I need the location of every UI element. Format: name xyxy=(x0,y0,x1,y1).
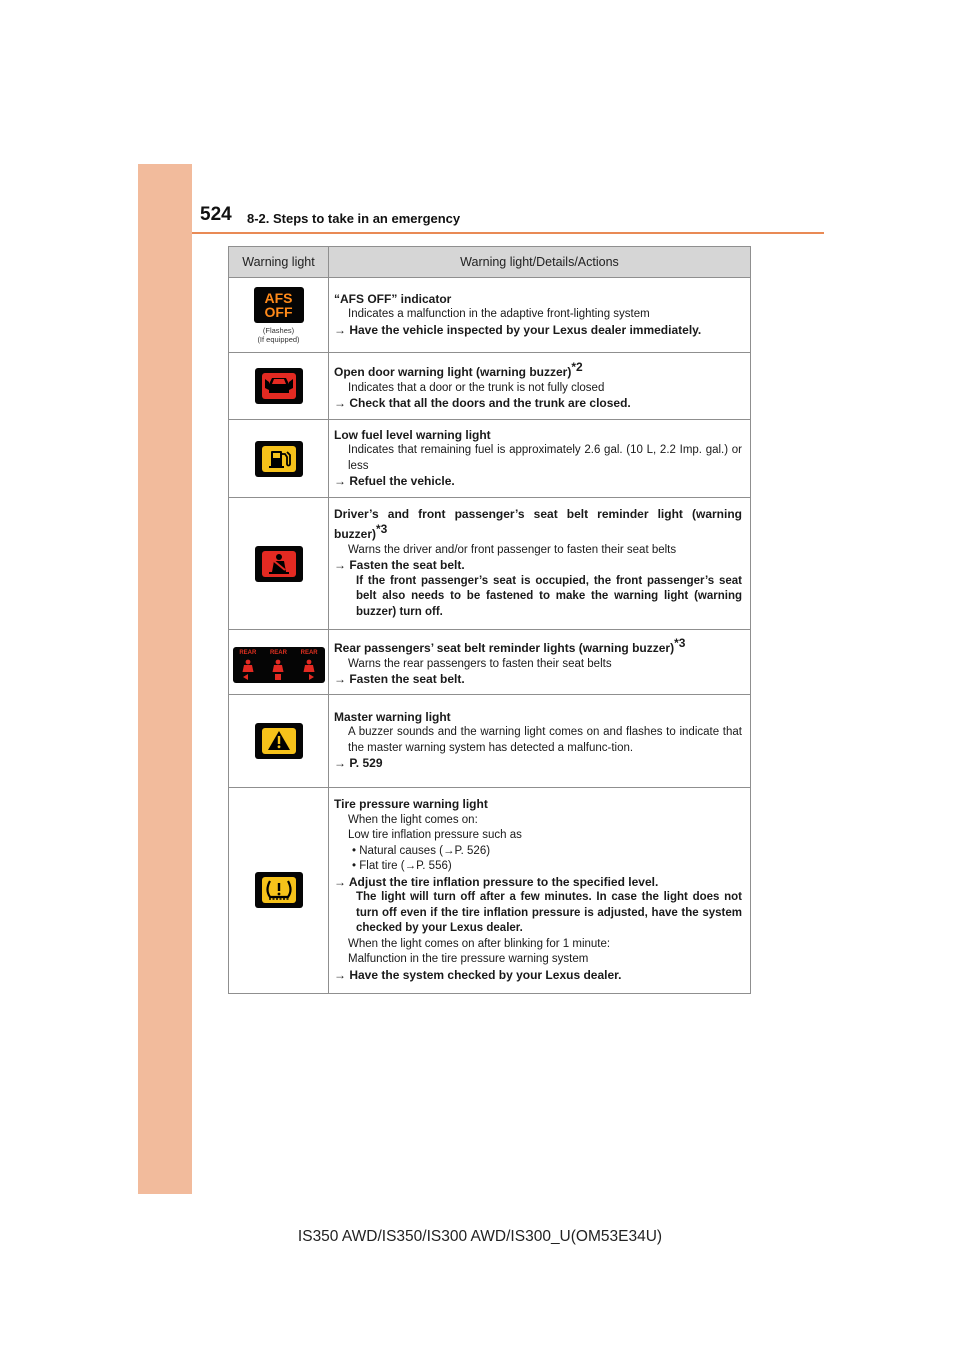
row-action: Fasten the seat belt. xyxy=(349,672,465,686)
table-row xyxy=(229,630,751,695)
row-detail: A buzzer sounds and the warning light comes on and flashes to indicate that the master warning system has detected a malfunc-tion. xyxy=(348,726,742,754)
row-action: Have the system checked by your Lexus dealer. xyxy=(349,967,622,982)
arrow-icon: → xyxy=(334,558,350,573)
row-detail: Indicates a malfunction in the adaptive front-lighting system xyxy=(348,308,650,321)
row-line: Malfunction in the tire pressure warning system xyxy=(348,953,589,965)
row-action: Have the vehicle inspected by your Lexus dealer immediately. xyxy=(349,322,702,337)
arrow-icon: → xyxy=(334,672,350,686)
if-equipped-note: (If equipped) xyxy=(257,334,300,344)
arrow-icon: → xyxy=(334,967,350,982)
row-detail: Warns the driver and/or front passenger to fasten their seat belts xyxy=(348,543,677,556)
side-tab xyxy=(138,164,192,1194)
row-detail: Indicates that a door or the trunk is not fully closed xyxy=(348,381,605,394)
column-header-details: Warning light/Details/Actions xyxy=(329,247,751,278)
row-line: When the light comes on after blinking for 1 minute: xyxy=(348,937,611,950)
bullet-text: Flat tire (→P. 556) xyxy=(359,860,452,872)
row-title: Tire pressure warning light xyxy=(334,797,488,811)
master-warning-icon xyxy=(255,723,303,759)
flashes-note: (Flashes) xyxy=(262,325,295,335)
off-icon-text: OFF xyxy=(264,303,293,320)
row-title: Rear passengers’ seat belt reminder lights (warning buzzer) xyxy=(334,641,675,655)
section-title: 8-2. Steps to take in an emergency xyxy=(247,211,461,226)
rear-label: REAR xyxy=(239,649,257,656)
fuel-pump-icon xyxy=(255,441,303,477)
table-row xyxy=(229,787,751,993)
row-detail: Indicates that remaining fuel is approximately 2.6 gal. (10 L, 2.2 Imp. gal.) or less xyxy=(348,444,742,472)
row-title: “AFS OFF” indicator xyxy=(334,291,452,306)
tire-pressure-icon xyxy=(255,872,303,908)
list-item: • Natural causes (→P. 526) xyxy=(352,844,491,857)
table-row xyxy=(229,353,751,420)
table-row xyxy=(229,694,751,787)
row-action: Fasten the seat belt. xyxy=(349,558,465,573)
arrow-icon: → xyxy=(334,756,350,770)
table-header-row xyxy=(229,247,751,278)
row-line: When the light comes on: xyxy=(348,813,478,826)
list-item: • Flat tire (→P. 556) xyxy=(352,860,452,872)
open-door-icon xyxy=(255,368,303,404)
table-row xyxy=(229,498,751,630)
page-number: 524 xyxy=(200,204,232,225)
header-rule xyxy=(192,232,824,234)
afs-icon-text: AFS xyxy=(264,289,293,306)
footnote-ref: *3 xyxy=(376,522,388,537)
row-title: Master warning light xyxy=(334,709,451,724)
row-title: Low fuel level warning light xyxy=(334,427,491,442)
row-title: Open door warning light (warning buzzer) xyxy=(334,365,572,380)
row-line: Low tire inflation pressure such as xyxy=(348,829,522,841)
seat-belt-icon xyxy=(255,546,303,582)
rear-label: REAR xyxy=(300,649,318,656)
arrow-icon: → xyxy=(334,322,350,337)
row-action: P. 529 xyxy=(349,756,383,770)
row-action-detail: If the front passenger’s seat is occupied, the front passenger’s seat belt also needs to be fastened to make the warning light (warning buzzer) turn off. xyxy=(356,574,742,618)
rear-seat-belt-icon xyxy=(233,647,325,683)
warning-light-table xyxy=(228,246,751,994)
arrow-icon: → xyxy=(334,874,349,889)
row-detail: Warns the rear passengers to fasten their seat belts xyxy=(348,657,612,670)
table-row xyxy=(229,420,751,498)
table-row xyxy=(229,278,751,353)
rear-right-seat-belt-icon xyxy=(299,650,319,681)
column-header-warning-light: Warning light xyxy=(229,247,329,278)
row-action: Check that all the doors and the trunk are closed. xyxy=(349,396,631,411)
arrow-icon: → xyxy=(334,474,350,488)
rear-label: REAR xyxy=(269,649,287,656)
model-footer: IS350 AWD/IS350/IS300 AWD/IS300_U(OM53E34U) xyxy=(297,1228,663,1245)
row-action-detail: The light will turn off after a few minutes. In case the light does not turn off even if the tire inflation pressure is adjusted, have the system checked by your Lexus dealer. xyxy=(356,891,742,934)
row-action: Refuel the vehicle. xyxy=(349,474,455,488)
row-title: Driver’s and front passenger’s seat belt reminder light (warning buzzer) xyxy=(334,506,742,542)
afs-off-icon xyxy=(254,287,304,323)
footnote-ref: *2 xyxy=(571,360,583,375)
rear-left-seat-belt-icon xyxy=(238,650,258,681)
arrow-icon: → xyxy=(334,396,350,411)
row-action: Adjust the tire inflation pressure to the specified level. xyxy=(348,874,659,889)
footnote-ref: *3 xyxy=(674,636,686,650)
bullet-text: Natural causes (→P. 526) xyxy=(359,844,491,857)
rear-center-seat-belt-icon xyxy=(268,650,288,681)
